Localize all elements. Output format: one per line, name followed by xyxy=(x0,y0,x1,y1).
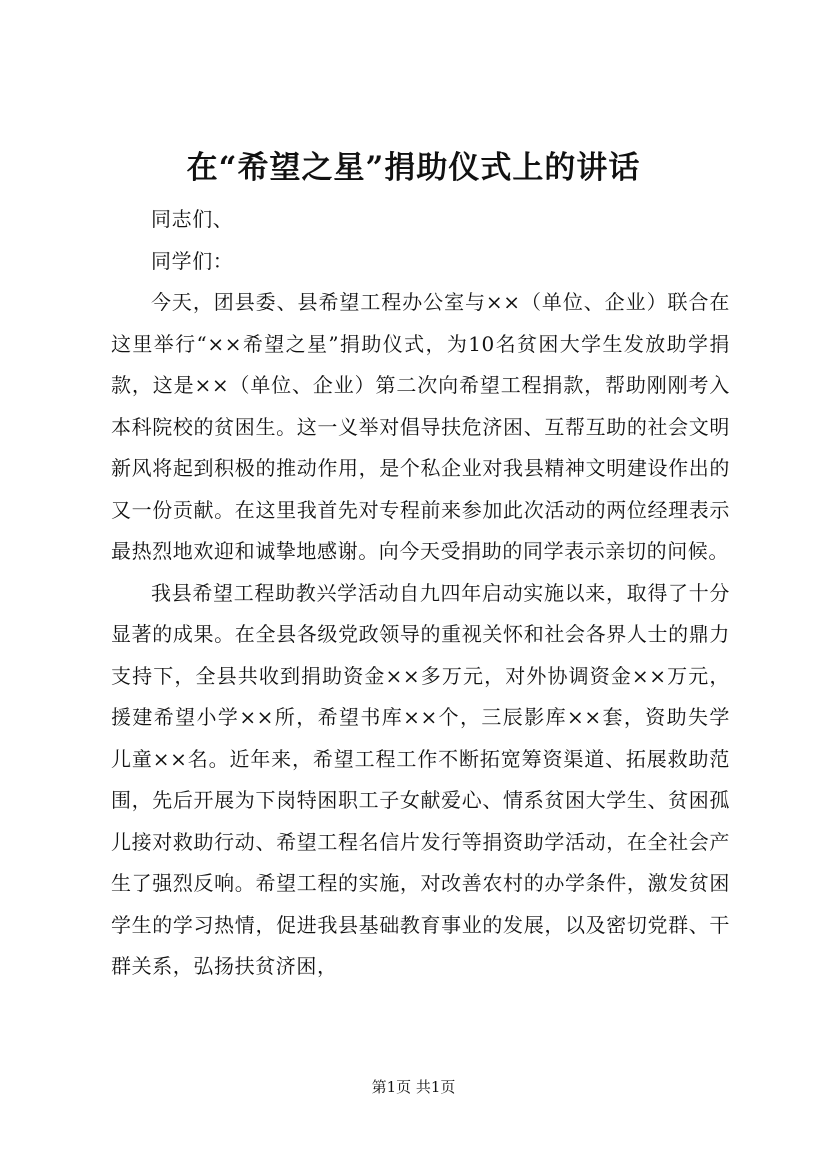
document-title: 在“希望之星”捐助仪式上的讲话 xyxy=(186,150,641,186)
page-footer: 第1页 共1页 xyxy=(371,1078,456,1096)
greeting-line: 同志们、 xyxy=(151,207,234,231)
document-body xyxy=(111,199,730,988)
greeting-line: 同学们： xyxy=(151,248,234,273)
body-paragraph: 今天，团县委、县希望工程办公室与××（单位、企业）联合在这里举行“××希望之星”捐助仪式，为10名贫困大学生发放助学捐款，这是××（单位、企业）第二次向希望工程捐款，帮助刚刚考入本科院校的贫困生。这一义举对倡导扶危济困、互帮互助的社会文明新风将起到积极的推动作用，是个私企业对我县精神文明建设作出的又一份贡献。在这里我首先对专程前来参加此次活动的两位经理表示最热烈地欢迎和诚挚地感谢。向今天受捐助的同学表示亲切的问候。 xyxy=(111,290,730,563)
body-paragraph: 我县希望工程助教兴学活动自九四年启动实施以来，取得了十分显著的成果。在全县各级党政领导的重视关怀和社会各界人士的鼎力支持下，全县共收到捐助资金××多万元，对外协调资金××万元，援建希望小学××所，希望书库××个，三辰影库××套，资助失学儿童××名。近年来，希望工程工作不断拓宽筹资渠道、拓展救助范围，先后开展为下岗特困职工子女献爱心、情系贫困大学生、贫困孤儿接对救助行动、希望工程名信片发行等捐资助学活动，在全社会产生了强烈反响。希望工程的实施，对改善农村的办学条件，激发贫困学生的学习热情，促进我县基础教育事业的发展，以及密切党群、干群关系，弘扬扶贫济困， xyxy=(111,580,730,978)
